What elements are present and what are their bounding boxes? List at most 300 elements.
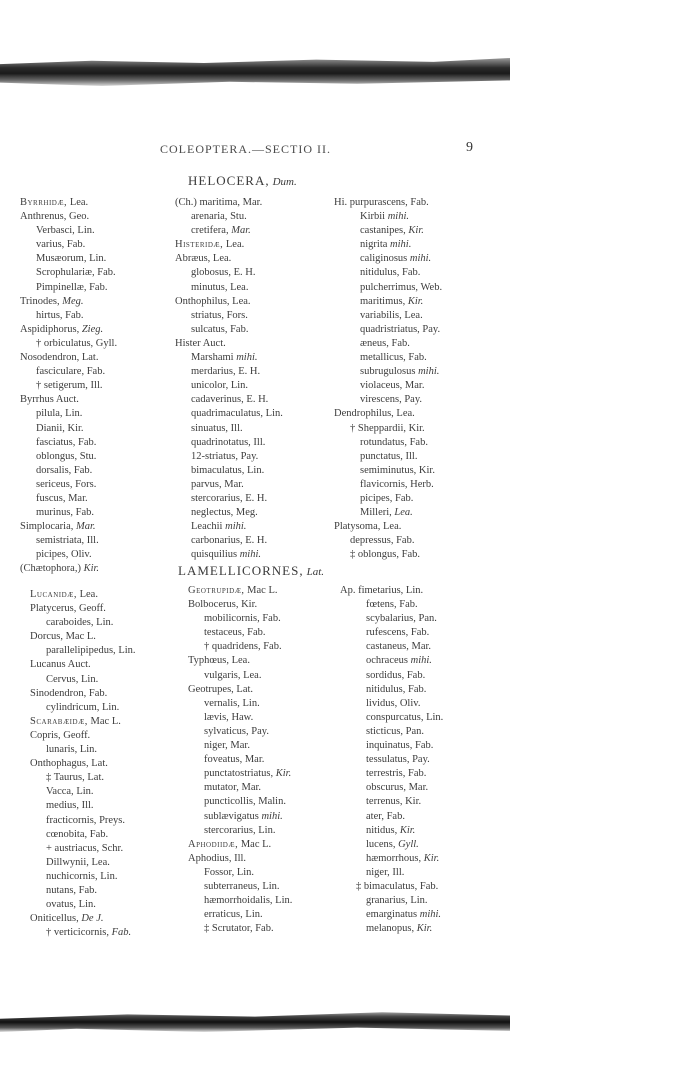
taxon-authority: Fab.	[402, 267, 421, 279]
taxon-name: lividus,	[366, 697, 398, 709]
taxon-name: obscurus,	[366, 782, 406, 794]
taxon-authority: Lin.	[65, 408, 83, 420]
genus-entry	[20, 562, 117, 576]
taxon-name: murinus,	[36, 507, 74, 519]
taxon-authority: Lin.	[96, 617, 114, 629]
taxon-name: 12-striatus,	[191, 450, 238, 462]
lamellicornes-column-3	[340, 584, 443, 936]
taxon-authority: Haw.	[231, 711, 254, 723]
taxon-authority: Fab.	[419, 880, 439, 892]
species-entry	[175, 492, 283, 506]
taxon-authority: Fab.	[255, 923, 274, 935]
species-entry	[175, 309, 283, 323]
taxon-name: ater,	[366, 810, 384, 822]
taxon-name: caliginosus	[360, 253, 408, 265]
taxon-authority: Fab.	[406, 669, 426, 681]
species-entry	[175, 351, 283, 365]
taxon-authority: Ill.	[392, 866, 405, 878]
taxon-authority: Pay.	[404, 394, 423, 406]
taxon-name: hirtus,	[36, 309, 63, 321]
genus-entry	[334, 407, 442, 421]
species-entry	[188, 894, 292, 908]
taxon-name: Histeridæ,	[175, 239, 224, 251]
taxon-name: puncticollis,	[204, 796, 256, 808]
taxon-name: granarius,	[366, 895, 408, 907]
taxon-name: sordidus,	[366, 669, 405, 681]
genus-entry	[30, 757, 136, 771]
taxon-name: cylindricum,	[46, 701, 100, 713]
section-title-text: HELOCERA,	[188, 173, 270, 188]
taxon-authority: Lea.	[396, 408, 415, 420]
taxon-name: pulcherrimus,	[360, 281, 419, 293]
taxon-authority: Auct.	[55, 394, 79, 406]
taxon-name: Milleri,	[360, 507, 392, 519]
species-entry	[340, 711, 443, 725]
taxon-authority: Lea.	[69, 197, 89, 208]
taxon-name: globosus,	[191, 267, 231, 279]
taxon-name: picipes,	[36, 549, 69, 561]
taxon-name: nitidulus,	[360, 267, 400, 279]
species-entry	[175, 393, 283, 407]
entry-prefix: ‡	[356, 880, 362, 892]
taxon-name: Lucanus	[30, 659, 66, 671]
taxon-name: Aphodiidæ,	[188, 838, 239, 850]
taxon-name: Kirbii	[360, 211, 386, 223]
taxon-name: Fossor,	[204, 866, 235, 878]
taxon-name: hæmorrhous,	[366, 852, 422, 864]
taxon-authority: Fab.	[88, 687, 108, 699]
species-entry	[188, 824, 292, 838]
taxon-authority: Fab.	[75, 507, 95, 519]
scan-edge-top	[0, 58, 510, 86]
taxon-authority: mihi.	[410, 655, 432, 667]
taxon-authority: Kir.	[405, 796, 422, 808]
taxon-name: foveatus,	[204, 754, 243, 766]
taxon-name: striatus,	[191, 309, 224, 321]
taxon-authority: Fab.	[262, 613, 281, 625]
species-entry	[20, 224, 117, 238]
taxon-authority: Fab.	[396, 535, 415, 547]
taxon-name: Byrrhus	[20, 394, 54, 406]
entry-prefix: †	[36, 380, 42, 392]
taxon-name: quadristriatus,	[360, 323, 420, 335]
taxon-authority: Meg.	[62, 295, 84, 307]
taxon-authority: Kir.	[83, 563, 100, 575]
taxon-name: caraboides,	[46, 617, 94, 629]
taxon-name: Simplocaria,	[20, 521, 74, 533]
species-entry	[175, 323, 283, 337]
taxon-authority: Pay.	[412, 754, 430, 766]
taxon-authority: Fab.	[410, 197, 429, 208]
taxon-authority: Fors.	[226, 309, 248, 321]
species-entry	[340, 824, 443, 838]
family-entry	[188, 838, 292, 852]
species-entry	[20, 238, 117, 252]
taxon-authority: E. H.	[245, 492, 268, 504]
species-entry	[20, 266, 117, 280]
taxon-authority: Herb.	[410, 478, 434, 490]
section-title-helocera	[188, 173, 297, 189]
genus-entry	[334, 520, 442, 534]
species-entry	[30, 616, 136, 630]
taxon-name: scybalarius,	[366, 613, 416, 625]
taxon-authority: Lea.	[230, 281, 249, 293]
species-entry	[30, 884, 136, 898]
taxon-authority: Fab.	[408, 768, 427, 780]
taxon-name: setigerum,	[43, 380, 88, 392]
taxon-name: semistriata,	[36, 535, 85, 547]
taxon-authority: Fab.	[395, 492, 414, 504]
taxon-name: orbiculatus,	[43, 337, 94, 349]
species-entry	[175, 464, 283, 478]
genus-entry	[20, 393, 117, 407]
taxon-name: æneus,	[360, 337, 389, 349]
taxon-name: fasciatus,	[36, 436, 76, 448]
species-entry	[340, 654, 443, 668]
taxon-authority: Pay.	[240, 450, 259, 462]
taxon-authority: Lea.	[243, 669, 262, 681]
taxon-authority: Mar.	[244, 754, 265, 766]
taxon-name: tessulatus,	[366, 754, 410, 766]
taxon-authority: Auct.	[67, 659, 91, 671]
species-entry	[20, 534, 117, 548]
genus-entry	[175, 337, 283, 351]
taxon-authority: Lin.	[102, 701, 120, 713]
species-entry	[30, 673, 136, 687]
taxon-name: inquinatus,	[366, 740, 413, 752]
taxon-authority: Lin.	[230, 380, 249, 392]
taxon-name: Oniticellus,	[30, 913, 79, 925]
taxon-name: oblongus,	[36, 450, 78, 462]
family-entry	[175, 238, 283, 252]
entry-prefix: ‡	[46, 772, 52, 784]
species-entry	[334, 464, 442, 478]
taxon-authority: Kir.	[418, 464, 435, 476]
taxon-name: minutus,	[191, 281, 228, 293]
taxon-authority: Mac L.	[240, 838, 272, 850]
species-entry	[340, 922, 443, 936]
species-entry	[188, 795, 292, 809]
taxon-name: cretifera,	[191, 225, 229, 237]
species-entry	[188, 711, 292, 725]
taxon-name: cadaverinus,	[191, 394, 244, 406]
taxon-authority: Kir.	[407, 295, 424, 307]
species-entry	[334, 393, 442, 407]
section-title-text: LAMELLICORNES,	[178, 563, 304, 578]
species-entry	[175, 281, 283, 295]
genus-entry	[334, 196, 442, 210]
taxon-name: parallelipipedus,	[46, 645, 116, 657]
species-entry	[188, 640, 292, 654]
section-title-authority: Lat.	[306, 566, 325, 578]
family-entry	[188, 584, 292, 598]
running-head: COLEOPTERA.—SECTIO II.	[160, 142, 331, 156]
taxon-authority: Kir.	[423, 852, 440, 864]
taxon-name: Pimpinellæ,	[36, 281, 87, 293]
species-entry	[20, 337, 117, 351]
taxon-name: hæmorrhoidalis,	[204, 895, 273, 907]
taxon-authority: Pay.	[251, 725, 269, 737]
genus-entry	[340, 584, 443, 598]
taxon-authority: Ill.	[405, 450, 418, 462]
taxon-name: Trinodes,	[20, 295, 60, 307]
taxon-authority: Lea.	[404, 309, 423, 321]
family-entry	[30, 588, 136, 602]
species-entry	[188, 880, 292, 894]
taxon-authority: Fab.	[65, 309, 84, 321]
species-entry	[30, 898, 136, 912]
taxon-authority: Mac L.	[247, 585, 278, 596]
species-entry	[20, 436, 117, 450]
taxon-authority: Lea.	[383, 521, 402, 533]
taxon-name: merdarius,	[191, 366, 236, 378]
taxon-name: oblongus,	[357, 549, 400, 561]
taxon-name: Sinodendron,	[30, 687, 87, 699]
genus-entry	[30, 658, 136, 672]
family-entry	[30, 715, 136, 729]
taxon-name: dorsalis,	[36, 464, 72, 476]
entry-prefix: ‡	[350, 549, 356, 561]
taxon-authority: Ill.	[81, 800, 94, 812]
species-entry	[334, 351, 442, 365]
taxon-name: Byrrhidæ,	[20, 197, 68, 208]
taxon-authority: Auct.	[202, 337, 226, 349]
taxon-name: Lucanidæ,	[30, 589, 77, 600]
taxon-name: quadridens,	[211, 641, 261, 653]
species-entry	[188, 908, 292, 922]
taxon-authority: Mar.	[224, 478, 244, 490]
taxon-name: Anthrenus,	[20, 211, 67, 223]
taxon-name: virescens,	[360, 394, 402, 406]
species-entry	[20, 407, 117, 421]
taxon-authority: Lat.	[81, 352, 99, 364]
helocera-column-2	[175, 196, 283, 562]
taxon-name: Scrophulariæ,	[36, 267, 95, 279]
taxon-authority: Lin.	[118, 645, 136, 657]
taxon-name: carbonarius,	[191, 535, 243, 547]
species-entry	[30, 870, 136, 884]
genus-entry	[30, 729, 136, 743]
helocera-column-3	[334, 196, 442, 562]
taxon-authority: mihi.	[239, 549, 262, 561]
taxon-authority: Geo.	[69, 211, 90, 223]
taxon-name: medius,	[46, 800, 79, 812]
taxon-name: castaneus,	[366, 641, 409, 653]
taxon-authority: Schr.	[101, 842, 124, 854]
taxon-authority: Ill.	[90, 380, 103, 392]
taxon-authority: Lat.	[91, 758, 108, 770]
taxon-name: erraticus,	[204, 909, 243, 921]
taxon-authority: mihi.	[236, 352, 258, 364]
species-entry	[175, 478, 283, 492]
taxon-name: testaceus,	[204, 627, 245, 639]
taxon-name: Leachii	[191, 521, 223, 533]
taxon-name: Platysoma,	[334, 521, 381, 533]
taxon-name: sinuatus,	[191, 422, 229, 434]
species-entry	[188, 697, 292, 711]
taxon-authority: Gyll.	[398, 838, 419, 850]
taxon-name: Dendrophilus,	[334, 408, 394, 420]
taxon-name: nitidus,	[366, 824, 398, 836]
species-entry	[334, 534, 442, 548]
taxon-authority: Lea.	[212, 253, 232, 265]
taxon-authority: Fab.	[89, 281, 108, 293]
lamellicornes-column-1	[30, 588, 136, 940]
species-entry	[30, 701, 136, 715]
genus-entry	[20, 295, 117, 309]
taxon-authority: Lin.	[79, 744, 98, 756]
taxon-authority: Lea.	[232, 295, 251, 307]
species-entry	[334, 379, 442, 393]
genus-entry	[30, 630, 136, 644]
taxon-name: sticticus,	[366, 725, 404, 737]
species-entry	[334, 252, 442, 266]
taxon-name: quisquilius	[191, 549, 238, 561]
taxon-authority: Lin.	[245, 909, 263, 921]
taxon-name: (Chætophora,)	[20, 563, 81, 575]
taxon-name: Onthophilus,	[175, 295, 230, 307]
species-entry	[30, 799, 136, 813]
species-entry	[20, 478, 117, 492]
species-entry	[20, 450, 117, 464]
section-title-lamellicornes	[178, 563, 324, 579]
taxon-authority: Mar.	[230, 740, 250, 752]
taxon-authority: mihi.	[261, 810, 283, 822]
taxon-authority: Mar.	[76, 521, 96, 533]
family-entry	[20, 196, 117, 210]
taxon-name: quadrinotatus,	[191, 436, 251, 448]
taxon-authority: Geoff.	[63, 729, 91, 741]
taxon-authority: Oliv.	[71, 549, 92, 561]
taxon-name: Platycerus,	[30, 603, 77, 615]
genus-entry	[20, 351, 117, 365]
taxon-name: bimaculatus,	[191, 464, 245, 476]
taxon-name: fuscus,	[36, 492, 66, 504]
taxon-authority: E. H.	[233, 267, 256, 279]
species-entry	[175, 534, 283, 548]
species-entry	[188, 739, 292, 753]
taxon-name: mobilicornis,	[204, 613, 260, 625]
species-entry	[340, 697, 443, 711]
taxon-authority: Ill.	[253, 436, 266, 448]
species-entry	[340, 739, 443, 753]
taxon-authority: Fab.	[401, 549, 421, 561]
taxon-name: fracticornis,	[46, 814, 97, 826]
taxon-name: Onthophagus,	[30, 758, 89, 770]
taxon-name: Dillwynii,	[46, 856, 89, 868]
genus-entry	[175, 252, 283, 266]
lamellicornes-column-2	[188, 584, 292, 936]
taxon-name: Hister	[175, 337, 201, 349]
taxon-name: ochraceus	[366, 655, 408, 667]
species-entry	[30, 828, 136, 842]
genus-entry	[175, 196, 283, 210]
taxon-authority: Lin.	[410, 895, 428, 907]
species-entry	[30, 842, 136, 856]
taxon-authority: Mar.	[411, 641, 432, 653]
species-entry	[175, 436, 283, 450]
taxon-authority: Stu.	[79, 450, 97, 462]
entry-prefix: †	[204, 641, 210, 653]
taxon-name: Vacca,	[46, 786, 74, 798]
species-entry	[334, 506, 442, 520]
species-entry	[175, 520, 283, 534]
entry-prefix: †	[350, 422, 356, 434]
taxon-name: Dianii,	[36, 422, 65, 434]
taxon-authority: Fab.	[78, 884, 98, 896]
taxon-authority: Lea.	[394, 507, 413, 519]
species-entry	[340, 767, 443, 781]
species-entry	[188, 767, 292, 781]
taxon-authority: Lin.	[262, 880, 280, 892]
species-entry	[188, 922, 292, 936]
taxon-name: sericeus,	[36, 478, 73, 490]
taxon-authority: Lat.	[87, 772, 104, 784]
taxon-authority: E. H.	[245, 535, 268, 547]
species-entry	[340, 598, 443, 612]
taxon-authority: Kir.	[408, 422, 425, 434]
taxon-name: Sheppardii,	[357, 422, 406, 434]
taxon-authority: Meg.	[235, 507, 258, 519]
taxon-authority: Lin.	[265, 408, 283, 420]
taxon-authority: Lin.	[77, 225, 95, 237]
taxon-authority: Lin.	[78, 899, 96, 911]
species-entry	[30, 771, 136, 785]
taxon-name: lunaris,	[46, 744, 78, 756]
taxon-name: melanopus,	[366, 923, 415, 935]
taxon-authority: Kir.	[67, 422, 84, 434]
taxon-name: semiminutus,	[360, 464, 417, 476]
taxon-authority: Fab.	[415, 740, 434, 752]
taxon-authority: E. H.	[246, 394, 269, 406]
taxon-name: niger,	[204, 740, 228, 752]
taxon-authority: De J.	[81, 913, 104, 925]
species-entry	[334, 309, 442, 323]
genus-entry	[30, 687, 136, 701]
taxon-authority: Kir.	[275, 768, 292, 780]
taxon-authority: Zieg.	[81, 323, 104, 335]
taxon-name: Taurus,	[53, 772, 85, 784]
taxon-authority: mihi.	[387, 211, 410, 223]
species-entry	[340, 612, 443, 626]
taxon-name: depressus,	[350, 535, 394, 547]
taxon-authority: Mar.	[242, 197, 263, 208]
taxon-name: purpurascens,	[349, 197, 408, 208]
taxon-name: cœnobita,	[46, 828, 88, 840]
species-entry	[334, 238, 442, 252]
genus-entry	[188, 598, 292, 612]
entry-prefix: ‡	[204, 923, 210, 935]
taxon-authority: Fab.	[230, 323, 249, 335]
taxon-authority: Pan.	[405, 725, 425, 737]
taxon-authority: Fab.	[408, 352, 427, 364]
species-entry	[340, 894, 443, 908]
taxon-name: maritimus,	[360, 295, 406, 307]
taxon-authority: Mar.	[404, 380, 425, 392]
species-entry	[20, 548, 117, 562]
taxon-authority: E. H.	[238, 366, 261, 378]
taxon-name: stercorarius,	[204, 824, 256, 836]
taxon-authority: Lin.	[258, 824, 276, 836]
taxon-authority: Lea.	[79, 589, 98, 600]
species-entry	[334, 281, 442, 295]
taxon-authority: Fab.	[66, 239, 86, 251]
genus-entry	[188, 683, 292, 697]
species-entry	[175, 548, 283, 562]
species-entry	[30, 743, 136, 757]
taxon-authority: Kir.	[241, 599, 258, 611]
taxon-authority: Ill.	[230, 422, 243, 434]
